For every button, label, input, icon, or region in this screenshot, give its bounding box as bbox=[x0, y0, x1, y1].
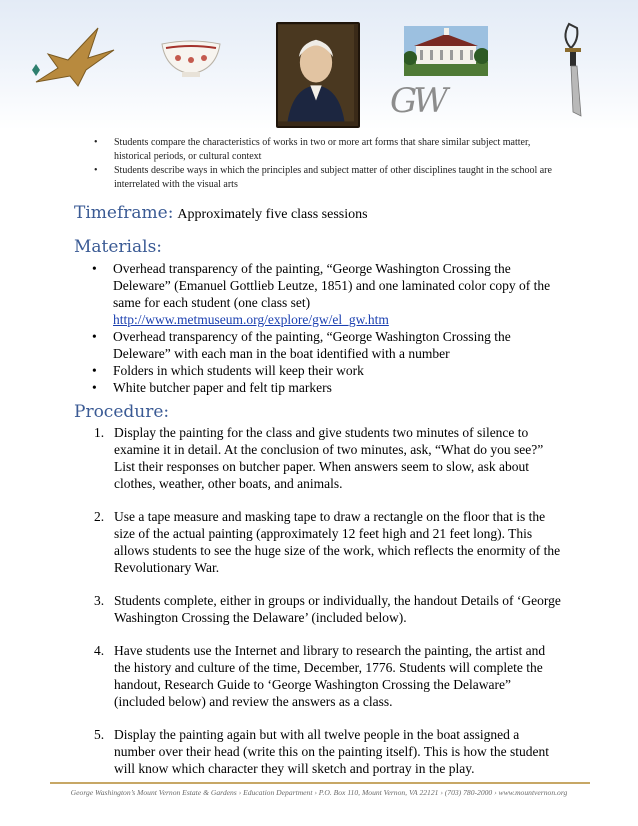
footer-address: George Washington’s Mount Vernon Estate & Gardens › Education Department › P.O. Box 110, Mount Vernon, VA 22121 › (703) 780-2000 › www.mountvernon.org bbox=[70, 788, 568, 797]
bullet-icon: • bbox=[92, 380, 97, 395]
porcelain-bowl-icon bbox=[158, 36, 224, 78]
timeframe-section bbox=[74, 203, 368, 223]
list-item: 3. Students complete, either in groups or individually, the handout Details of ‘George Washington Crossing the Delaware’ (included below). bbox=[94, 593, 561, 625]
list-item: 5. Display the painting again but with all twelve people in the boat assigned a number over their head (write this on the painting itself). This is how the student will know which character they will sketch and portray in the play. bbox=[94, 727, 550, 776]
gw-monogram: GW bbox=[389, 81, 445, 121]
list-item: • White butcher paper and felt tip markers bbox=[92, 380, 332, 395]
list-item: • Students describe ways in which the principles and subject matter of other disciplines taught in the school are interrelated with the visual arts bbox=[94, 165, 552, 190]
step-number: 4. bbox=[94, 643, 105, 658]
list-item: • Students compare the characteristics of works in two or more art forms that share similar subject matter, historical periods, or cultural context bbox=[94, 137, 531, 162]
step-number: 1. bbox=[94, 425, 105, 440]
bullet-icon: • bbox=[92, 329, 97, 344]
materials-list bbox=[92, 260, 567, 396]
step-number: 2. bbox=[94, 509, 105, 524]
standards-list bbox=[92, 136, 562, 192]
bullet-icon: • bbox=[92, 261, 97, 276]
procedure-list bbox=[92, 424, 562, 777]
list-item: 4. Have students use the Internet and library to research the painting, the artist and the history and culture of the time, December, 1776. Students will complete the handout, Research Guide to ‘George Washington Crossing the Delaware” (included below) and review the answers as a class. bbox=[94, 643, 546, 709]
mansion-icon bbox=[404, 26, 488, 76]
timeframe-text: Approximately five class sessions bbox=[177, 207, 368, 222]
list-item: 1. Display the painting for the class and give students two minutes of silence to examine it in detail. At the conclusion of two minutes, ask, “What do you see?” List their responses on butcher paper. When answers seem to slow, ask about clothes, weather, other boats, and animals. bbox=[94, 425, 544, 491]
procedure-heading: Procedure: bbox=[74, 402, 170, 422]
step-number: 5. bbox=[94, 727, 105, 742]
weathervane-dove-icon bbox=[28, 20, 118, 100]
bullet-icon: • bbox=[92, 363, 97, 378]
bullet-icon: • bbox=[94, 137, 98, 148]
header-banner bbox=[0, 0, 638, 130]
bullet-icon: • bbox=[94, 165, 98, 176]
timeframe-heading: Timeframe: bbox=[74, 203, 174, 223]
footer-divider bbox=[50, 782, 590, 784]
list-item: • Overhead transparency of the painting, “George Washington Crossing the Deleware” (Emanuel Gottlieb Leutze, 1851) and one laminated color copy of the same for each student (one class set) http://www.metmuseum.org/explore/gw/el_gw.htm bbox=[92, 260, 567, 328]
materials-heading: Materials: bbox=[74, 237, 163, 257]
list-item: 2. Use a tape measure and masking tape to draw a rectangle on the floor that is the size of the actual painting (approximately 12 feet high and 21 feet long). This allows students to see the huge size of the work, which reflects the enormity of the Revolutionary War. bbox=[94, 509, 561, 575]
list-item: • Folders in which students will keep their work bbox=[92, 363, 364, 378]
step-number: 3. bbox=[94, 593, 105, 608]
met-museum-link[interactable]: http://www.metmuseum.org/explore/gw/el_gw.htm bbox=[113, 312, 389, 327]
list-item: • Overhead transparency of the painting, “George Washington Crossing the Deleware” with each man in the boat identified with a number bbox=[92, 329, 511, 361]
sword-icon bbox=[555, 20, 595, 120]
portrait-icon bbox=[276, 22, 360, 128]
